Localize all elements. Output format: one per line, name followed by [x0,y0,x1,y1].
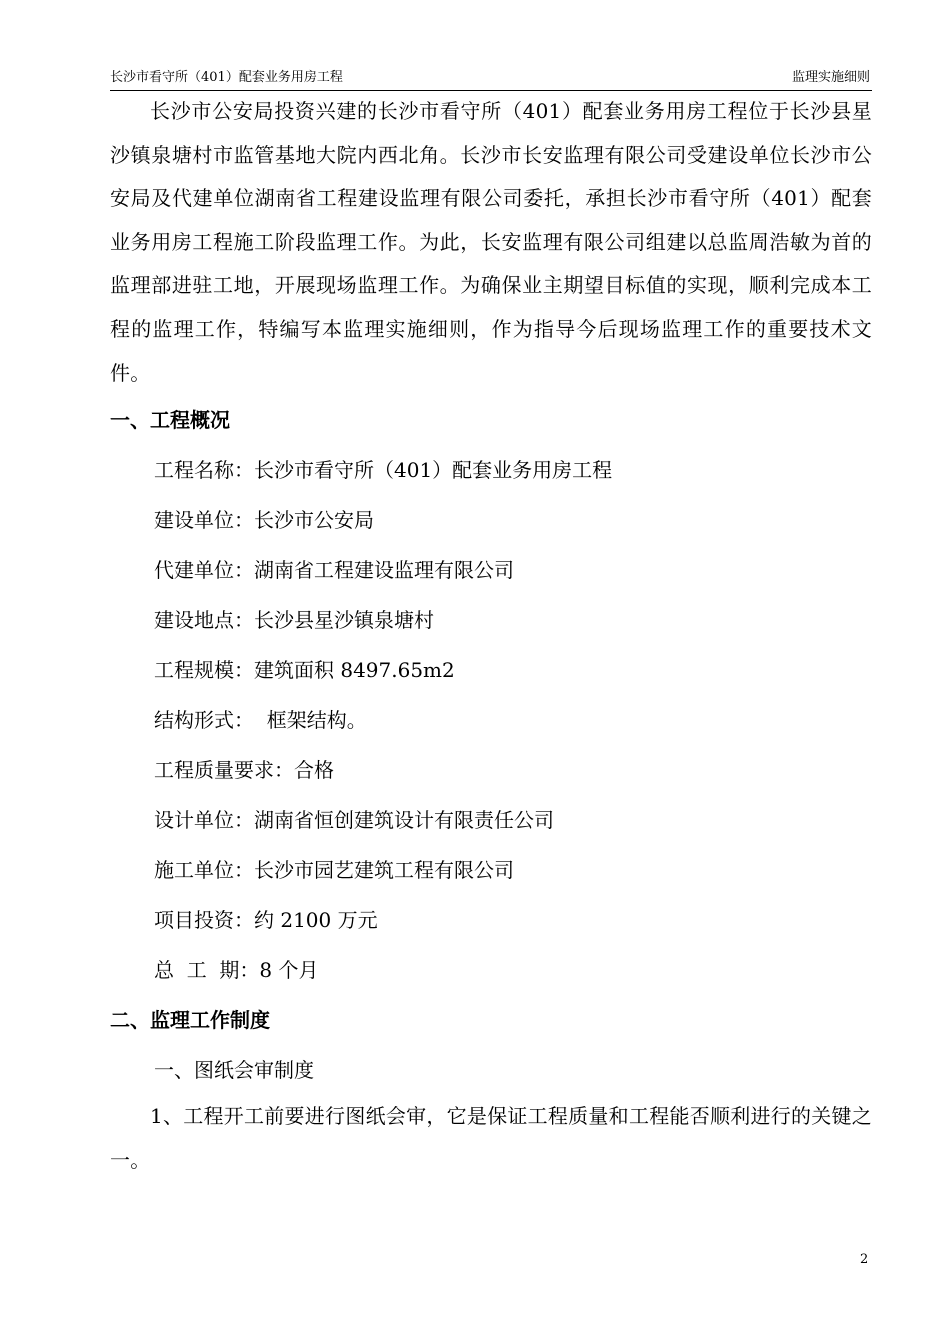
field-construction-unit: 建设单位：长沙市公安局 [154,508,374,533]
page-number: 2 [860,1252,869,1267]
field-contractor: 施工单位：长沙市园艺建筑工程有限公司 [154,858,514,883]
field-construction-site: 建设地点：长沙县星沙镇泉塘村 [154,608,434,633]
field-quality-requirement: 工程质量要求：合格 [154,758,334,783]
section-heading-project-overview: 一、工程概况 [110,408,230,433]
field-project-name: 工程名称：长沙市看守所（401）配套业务用房工程 [154,458,613,483]
field-design-unit: 设计单位：湖南省恒创建筑设计有限责任公司 [154,808,554,833]
field-agent-construction-unit: 代建单位：湖南省工程建设监理有限公司 [154,558,514,583]
field-structure-type: 结构形式： 框架结构。 [154,708,367,733]
field-total-duration: 总 工 期：8 个月 [154,958,319,983]
section-heading-supervision-system: 二、监理工作制度 [110,1008,270,1033]
page-content [110,90,872,1182]
header-project-title: 长沙市看守所（401）配套业务用房工程 [110,70,343,85]
field-project-scale: 工程规模：建筑面积 8497.65m2 [154,658,455,683]
field-investment: 项目投资：约 2100 万元 [154,908,378,933]
intro-paragraph: 长沙市公安局投资兴建的长沙市看守所（401）配套业务用房工程位于长沙县星沙镇泉塘村市监管基地大院内西北角。长沙市长安监理有限公司受建设单位长沙市公安局及代建单位湖南省工程建设监理有限公司委托，承担长沙市看守所（401）配套业务用房工程施工阶段监理工作。为此，长安监理有限公司组建以总监周浩敏为首的监理部进驻工地，开展现场监理工作。为确保业主期望目标值的实现，顺利完成本工程的监理工作，特编写本监理实施细则，作为指导今后现场监理工作的重要技术文件。 [110,99,872,385]
item-drawing-review: 1、工程开工前要进行图纸会审，它是保证工程质量和工程能否顺利进行的关键之一。 [110,1104,872,1172]
subheading-drawing-review: 一、图纸会审制度 [154,1058,314,1083]
page-header [110,68,872,91]
header-document-title: 监理实施细则 [791,70,870,85]
